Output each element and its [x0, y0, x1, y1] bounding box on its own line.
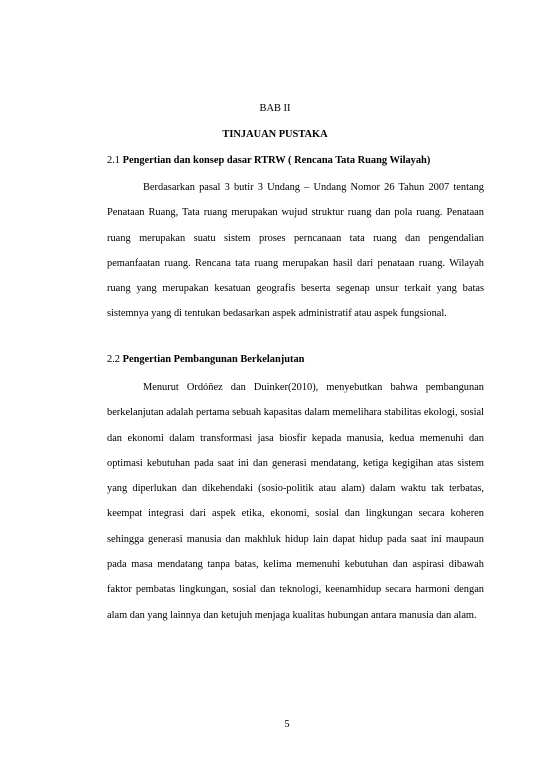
section-paragraph-2-1: Berdasarkan pasal 3 butir 3 Undang – Undang Nomor 26 Tahun 2007 tentang Penataan Ruang, Tata ruang merupakan wujud struktur ruang dan pola ruang. Penataan ruang merupakan suatu sistem proses perncanaan tata ruang dan pengendalian pemanfaatan ruang. Rencana tata ruang merupakan hasil dari penataan ruang. Wilayah ruang yang merupakan kesatuan geografis beserta segenap unsur terkait yang batas sistemnya yang di tentukan bedasarkan aspek administratif atau aspek fungsional. — [107, 182, 484, 320]
chapter-title: TINJAUAN PUSTAKA — [222, 129, 328, 140]
section-heading-2-1 — [107, 155, 430, 166]
section-paragraph-2-2: Menurut Ordóñez dan Duinker(2010), menyebutkan bahwa pembangunan berkelanjutan adalah pertama sebuah kapasitas dalam memelihara stabilitas ekologi, sosial dan ekonomi dalam transformasi jasa biosfir kepada manusia, kedua memenuhi dan optimasi kebutuhan pada saat ini dan generasi mendatang, ketiga kegigihan atas sistem yang diperlukan dan dikehendaki (sosio-politik atau alam) dalam waktu tak terbatas, keempat integrasi dari aspek etika, ekonomi, sosial dan lingkungan secara koheren sehingga generasi manusia dan makhluk hidup lain dapat hidup pada saat ini maupaun pada masa mendatang tanpa batas, kelima memenuhi kebutuhan dan aspirasi dibawah faktor pembatas lingkungan, sosial dan teknologi, keenamhidup secara harmoni dengan alam dan yang lainnya dan ketujuh menjaga kualitas hubungan antara manusia dan alam. — [107, 382, 484, 621]
section-heading-2-2 — [107, 354, 304, 365]
page-number: 5 — [284, 719, 290, 730]
section-title: Pengertian dan konsep dasar RTRW ( Rencana Tata Ruang Wilayah) — [122, 155, 431, 166]
section-title: Pengertian Pembangunan Berkelanjutan — [122, 354, 305, 365]
chapter-label: BAB II — [259, 103, 291, 114]
section-number: 2.1 — [107, 155, 120, 166]
section-number: 2.2 — [107, 354, 120, 365]
